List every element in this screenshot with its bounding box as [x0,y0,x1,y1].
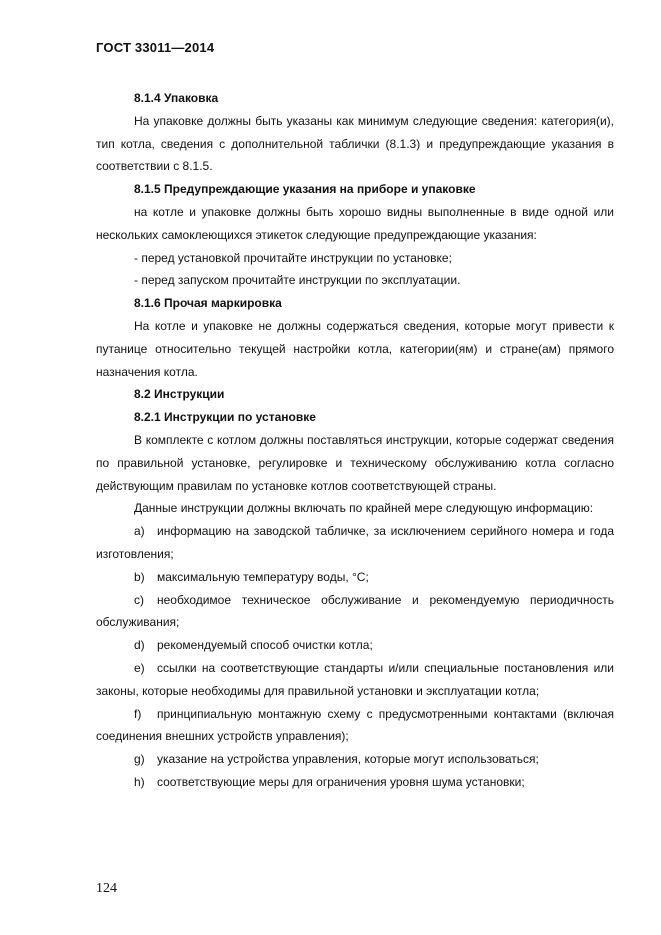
section-8-1-4-text: На упаковке должны быть указаны как минимум следующие сведения: категория(и), тип котла, сведения с дополнительной таблички (8.1.3) и предупреждающие указания в соответствии с 8.1.5. [96,113,614,174]
list-item-text: максимальную температуру воды, °С; [157,569,369,584]
section-8-2-title: 8.2 Инструкции [134,387,225,402]
list-item-label: f) [134,706,142,721]
list-item-label: h) [134,774,145,789]
list-item-text: соответствующие меры для ограничения уровня шума установки; [157,774,525,789]
section-8-1-6-text: На котле и упаковке не должны содержаться сведения, которые могут привести к путанице относительно текущей настройки котла, категории(ям) и стране(ам) прямого назначения котла. [96,318,614,379]
dash-item: - перед запуском прочитайте инструкции по эксплуатации. [134,273,461,288]
list-item [96,748,614,771]
list-item-label: e) [134,660,145,675]
list-item-label: c) [134,592,144,607]
list-item [96,634,614,657]
list-item [96,657,614,703]
section-8-2-1-paragraph: В комплекте с котлом должны поставляться инструкции, которые содержат сведения по правильной установке, регулировке и техническому обслуживанию котла согласно действующим правилам по установке котлов соответствующей страны. [96,432,614,493]
document-header: ГОСТ 33011—2014 [96,40,215,55]
section-8-2-1-paragraph: Данные инструкции должны включать по крайней мере следующую информацию: [134,501,594,516]
list-item-text: указание на устройства управления, которые могут использоваться; [157,752,539,767]
page-number: 124 [96,881,117,896]
list-item-text: необходимое техническое обслуживание и рекомендуемую периодичность обслуживания; [96,592,614,630]
section-8-2-1-title: 8.2.1 Инструкции по установке [134,410,316,425]
list-item-text: рекомендуемый способ очистки котла; [157,638,373,653]
list-item-label: a) [134,524,145,539]
dash-item: - перед установкой прочитайте инструкции по установке; [134,250,452,265]
section-8-1-6-title: 8.1.6 Прочая маркировка [134,296,282,311]
list-item-text: принципиальную монтажную схему с предусмотренными контактами (включая соединения внешних устройств управления); [96,706,614,744]
section-8-1-5-title: 8.1.5 Предупреждающие указания на приборе и упаковке [134,182,476,197]
list-item-text: ссылки на соответствующие стандарты и/или специальные постановления или законы, которые необходимы для правильной установки и эксплуатации котла; [96,660,614,698]
list-item [96,566,614,589]
list-item-label: g) [134,752,145,767]
document-body [96,87,614,794]
list-item-label: d) [134,638,145,653]
list-item [96,771,614,794]
list-item [96,520,614,566]
section-8-1-5-text: на котле и упаковке должны быть хорошо видны выполненные в виде одной или нескольких самоклеющихся этикеток следующие предупреждающие указания: [96,204,614,242]
list-item-text: информацию на заводской табличке, за исключением серийного номера и года изготовления; [96,524,614,561]
list-item [96,703,614,749]
list-item [96,589,614,635]
list-item-label: b) [134,569,145,584]
section-8-1-4-title: 8.1.4 Упаковка [134,91,219,105]
